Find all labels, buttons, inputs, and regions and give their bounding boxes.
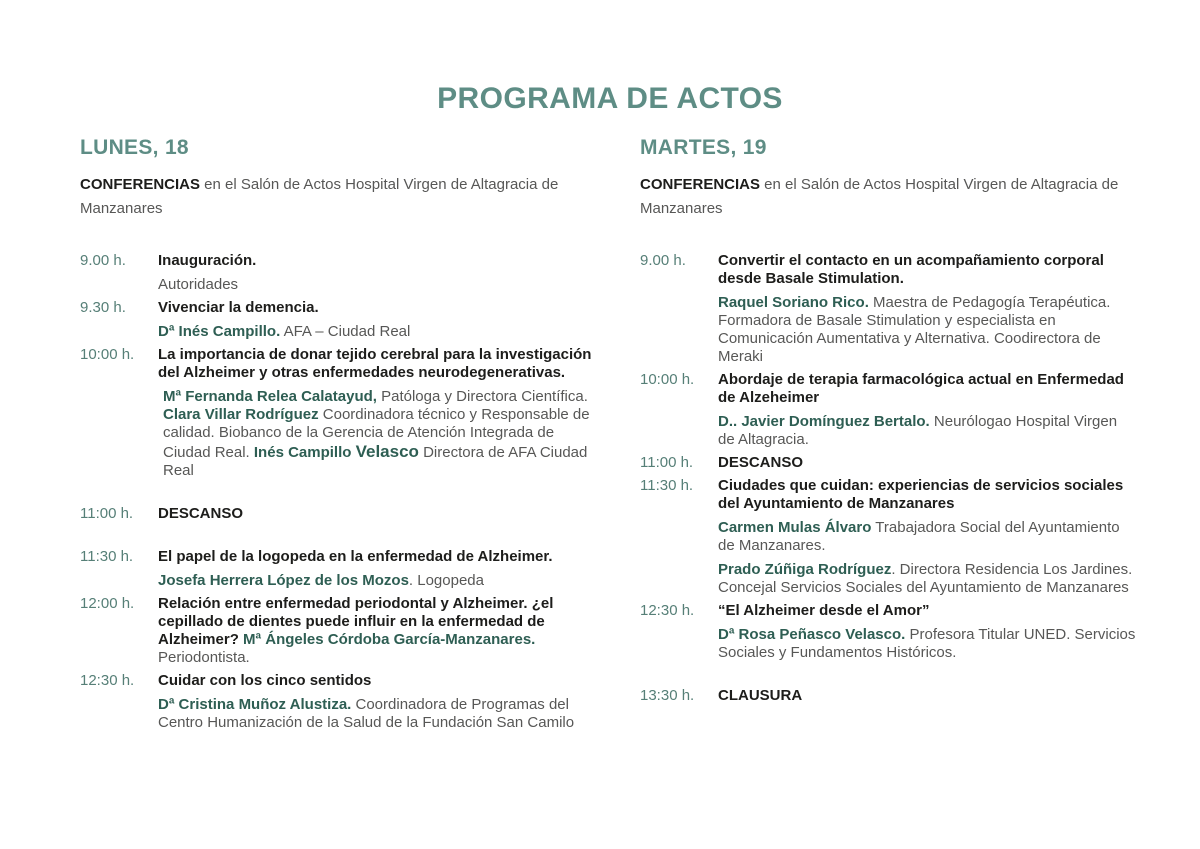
schedule-entry: [80, 299, 600, 341]
session-title-text: La importancia de donar tejido cerebral para la investigación del Alzheimer y otras enfermedades neurodegenerativas.: [158, 346, 592, 381]
description-text: Directora de AFA Ciudad Real: [163, 444, 588, 480]
speaker-name: D.. Javier Domínguez Bertalo.: [718, 413, 930, 430]
session-title-text: CLAUSURA: [718, 687, 803, 704]
schedule-entry: [80, 672, 600, 732]
speaker-name: Raquel Soriano Rico.: [718, 294, 869, 311]
entry-content: [158, 672, 600, 732]
session-title-text: Inauguración.: [158, 252, 257, 269]
entry-paragraph: [158, 696, 600, 732]
description-text: en el Salón de Actos Hospital Virgen de Altagracia de Manzanares: [640, 176, 1119, 217]
entry-content: [158, 595, 600, 667]
session-title-text: Vivenciar la demencia.: [158, 299, 319, 316]
entry-paragraph: [718, 252, 1136, 288]
entry-time: 10:00 h.: [80, 346, 135, 363]
speaker-name: Dª Rosa Peñasco Velasco.: [718, 626, 906, 643]
entry-content: [158, 505, 600, 523]
session-title-text: CONFERENCIAS: [640, 176, 761, 193]
description-text: Neurólogao Hospital Virgen de Altagracia.: [718, 413, 1118, 448]
entry-paragraph: [158, 276, 600, 294]
description-text: Coordinadora de Programas del Centro Humanización de la Salud de la Fundación San Camilo: [158, 696, 575, 732]
day-heading: LUNES, 18: [80, 136, 189, 159]
description-text: Patóloga y Directora Científica.: [376, 388, 588, 405]
entry-paragraph: [718, 294, 1136, 366]
entry-paragraph: [158, 572, 600, 590]
description-text: en el Salón de Actos Hospital Virgen de Altagracia de Manzanares: [80, 176, 559, 217]
description-text: Maestra de Pedagogía Terapéutica. Formadora de Basale Stimulation y especialista en Comunicación Aumentativa y Alternativa. Coodirectora de Meraki: [718, 294, 1111, 365]
speaker-name: Dª Inés Campillo.: [158, 323, 281, 340]
entry-paragraph: [158, 505, 600, 523]
entry-time: 9.30 h.: [80, 299, 126, 316]
speaker-name: Mª Fernanda Relea Calatayud,: [163, 388, 377, 405]
description-text: Periodontista.: [158, 649, 250, 667]
entry-paragraph: [718, 561, 1136, 597]
schedule-entry: [80, 548, 600, 590]
schedule-entry: [80, 505, 600, 523]
session-title-text: Abordaje de terapia farmacológica actual en Enfermedad de Alzeheimer: [718, 371, 1124, 406]
entry-time: 11:00 h.: [640, 454, 694, 471]
entry-content: [718, 687, 1136, 705]
speaker-name: Clara Villar Rodríguez: [163, 406, 319, 423]
schedule-entry: [640, 454, 1140, 472]
day-column-2: [640, 136, 1140, 732]
description-text: Trabajadora Social del Ayuntamiento de Manzanares.: [718, 519, 1120, 554]
entry-time: 9.00 h.: [640, 252, 686, 269]
session-title-text: CONFERENCIAS: [80, 176, 201, 193]
session-title-text: Ciudades que cuidan: experiencias de servicios sociales del Ayuntamiento de Manzanares: [718, 477, 1124, 512]
entry-time: 13:30 h.: [640, 687, 695, 704]
entry-time: 9.00 h.: [80, 252, 126, 269]
entry-paragraph: [718, 371, 1136, 407]
description-text: . Logopeda: [408, 572, 484, 590]
entry-paragraph: [158, 388, 600, 480]
description-text: Profesora Titular UNED. Servicios Sociales y Fundamentos Históricos.: [718, 626, 1136, 661]
schedule-entry: [80, 595, 600, 667]
session-title-text: Convertir el contacto en un acompañamiento corporal desde Basale Stimulation.: [718, 252, 1104, 287]
entry-time: 10:00 h.: [640, 371, 695, 388]
entry-time: 12:30 h.: [640, 602, 695, 619]
entry-content: [718, 454, 1136, 472]
venue-intro: [80, 173, 600, 221]
schedule-entry: [640, 477, 1140, 597]
entry-time: 11:00 h.: [80, 505, 134, 523]
entry-paragraph: [158, 595, 600, 667]
schedule-entry: [640, 252, 1140, 366]
schedule-list: [640, 252, 1140, 705]
description-text: Coordinadora técnico y Responsable de calidad. Biobanco de la Gerencia de Atención Integrada de Ciudad Real.: [163, 406, 590, 461]
entry-paragraph: [718, 687, 1136, 705]
session-title-text: “El Alzheimer desde el Amor”: [718, 602, 930, 619]
entry-paragraph: [718, 454, 1136, 472]
schedule-list: [80, 252, 600, 732]
schedule-entry: [640, 371, 1140, 449]
session-title-text: Relación entre enfermedad periodontal y Alzheimer. ¿el cepillado de dientes puede influir en la enfermedad de Alzheimer?: [158, 595, 554, 649]
entry-paragraph: [158, 252, 600, 270]
speaker-name: Josefa Herrera López de los Mozos: [158, 572, 409, 590]
schedule-entry: [640, 602, 1140, 662]
entry-content: [718, 371, 1136, 449]
speaker-name: Prado Zúñiga Rodríguez: [718, 561, 892, 578]
entry-content: [718, 477, 1136, 597]
entry-paragraph: [718, 413, 1136, 449]
entry-time: 12:30 h.: [80, 672, 135, 690]
session-title-text: DESCANSO: [158, 505, 244, 523]
speaker-name: Dª Cristina Muñoz Alustiza.: [158, 696, 352, 714]
day-column-1: [80, 136, 600, 732]
entry-paragraph: [158, 323, 600, 341]
speaker-name: Velasco: [355, 442, 419, 461]
entry-paragraph: [158, 299, 600, 317]
entry-content: [158, 548, 600, 590]
page-title: PROGRAMA DE ACTOS: [437, 82, 783, 115]
session-title-text: Cuidar con los cinco sentidos: [158, 672, 372, 690]
entry-time: 11:30 h.: [640, 477, 694, 494]
entry-content: [718, 252, 1136, 366]
speaker-name: Inés Campillo: [253, 444, 356, 461]
schedule-entry: [640, 687, 1140, 705]
speaker-name: Carmen Mulas Álvaro: [718, 519, 872, 536]
entry-paragraph: [158, 548, 600, 566]
entry-content: [158, 299, 600, 341]
entry-time: 11:30 h.: [80, 548, 134, 566]
entry-paragraph: [718, 477, 1136, 513]
schedule-entry: [80, 346, 600, 480]
entry-paragraph: [718, 626, 1136, 662]
day-heading: MARTES, 19: [640, 136, 767, 159]
day-columns: [80, 136, 1140, 732]
venue-intro: [640, 173, 1140, 221]
entry-paragraph: [158, 346, 600, 382]
description-text: . Directora Residencia Los Jardines. Concejal Servicios Sociales del Ayuntamiento de Manzanares: [718, 561, 1133, 596]
entry-content: [718, 602, 1136, 662]
description-text: Autoridades: [158, 276, 239, 293]
entry-content: [158, 346, 600, 480]
schedule-entry: [80, 252, 600, 294]
speaker-name: Mª Ángeles Córdoba García-Manzanares.: [243, 631, 536, 649]
entry-paragraph: [158, 672, 600, 690]
description-text: AFA – Ciudad Real: [280, 323, 411, 340]
entry-time: 12:00 h.: [80, 595, 135, 613]
session-title-text: DESCANSO: [718, 454, 804, 471]
entry-paragraph: [718, 602, 1136, 620]
entry-paragraph: [718, 519, 1136, 555]
session-title-text: El papel de la logopeda en la enfermedad de Alzheimer.: [158, 548, 553, 566]
entry-content: [158, 252, 600, 294]
